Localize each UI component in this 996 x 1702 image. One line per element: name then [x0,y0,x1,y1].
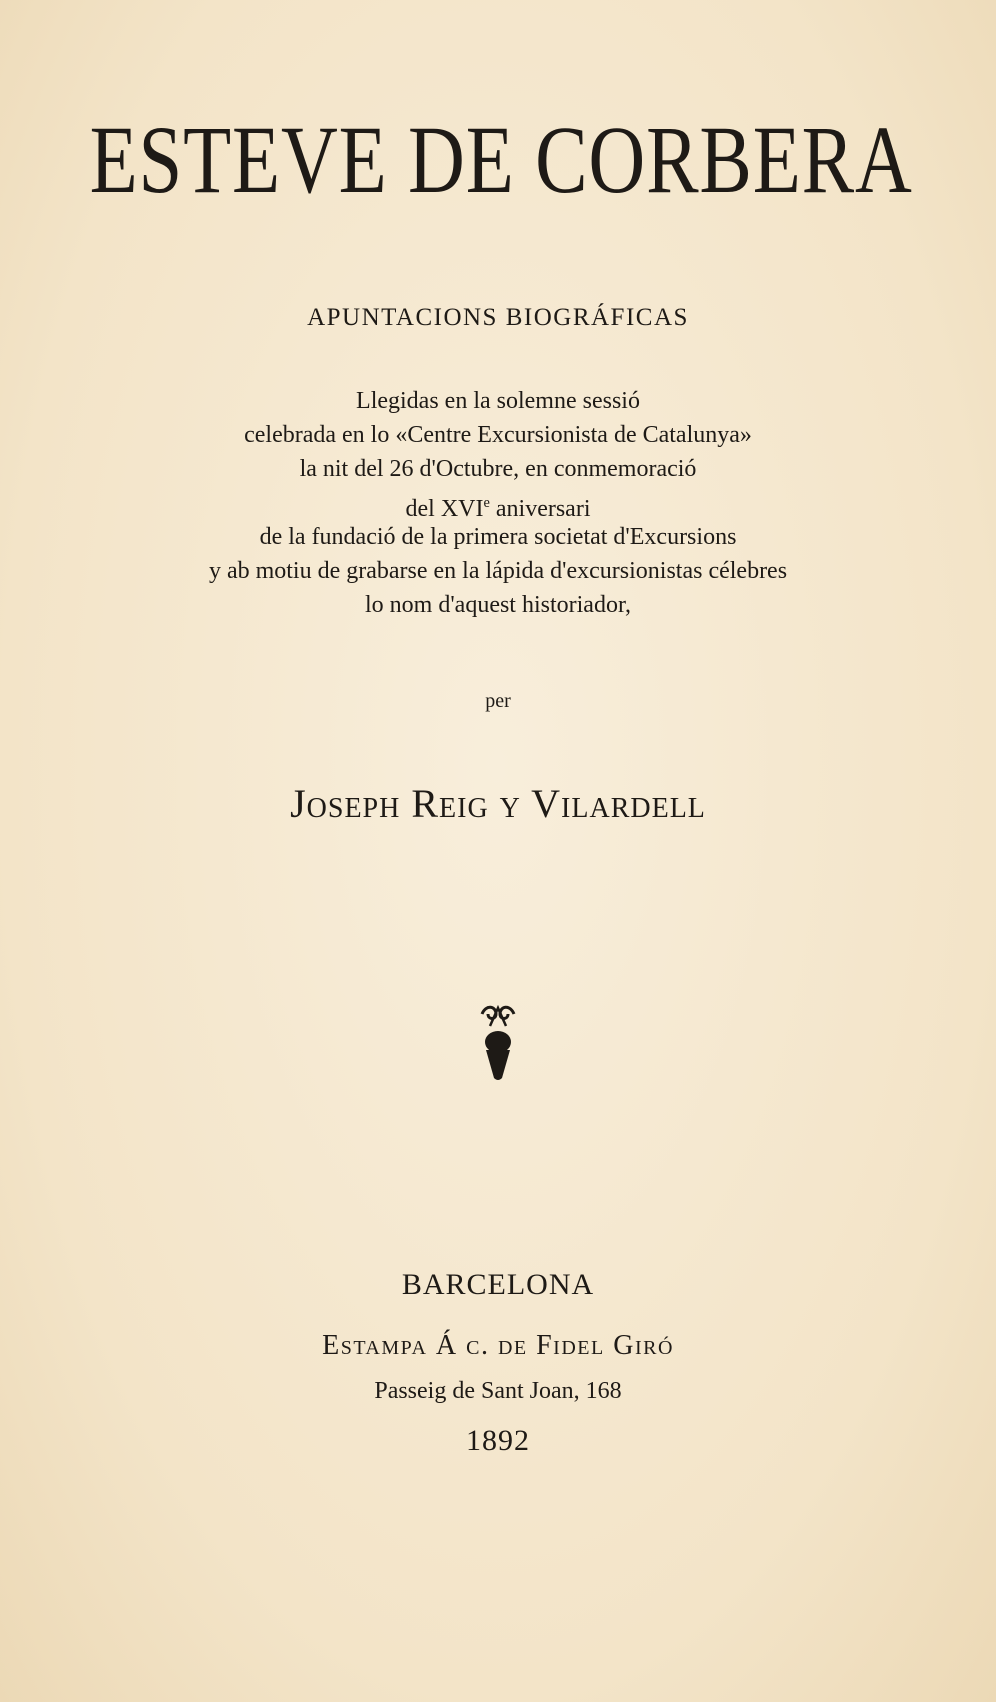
book-title: ESTEVE DE CORBERA [89,106,913,213]
description-line: la nit del 26 d'Octubre, en conmemoració [299,456,697,482]
description-line [0,486,996,520]
description-line: Llegidas en la solemne sessió [356,388,640,414]
description-line-tail: aniversari [489,496,591,522]
ordinal-superscript: e [483,495,490,511]
imprint-year: 1892 [466,1424,530,1457]
description-line-text: del XVI [405,496,484,522]
per-label: per [485,690,511,712]
description-block [0,384,996,622]
book-subtitle: APUNTACIONS BIOGRÁFICAS [307,304,689,331]
description-line: lo nom d'aquest historiador, [365,592,631,618]
description-line: y ab motiu de grabarse en la lápida d'excursionistas célebres [208,558,788,584]
author-name: Joseph Reig y Vilardell [290,781,706,826]
description-line: de la fundació de la primera societat d'Excursions [259,524,737,550]
printer-ornament-icon [0,1000,996,1090]
imprint-city: BARCELONA [401,1268,595,1301]
description-line: celebrada en lo «Centre Excursionista de Catalunya» [244,422,752,448]
imprint-address: Passeig de Sant Joan, 168 [374,1378,622,1404]
imprint-printer: Estampa Á c. de Fidel Giró [322,1330,674,1361]
